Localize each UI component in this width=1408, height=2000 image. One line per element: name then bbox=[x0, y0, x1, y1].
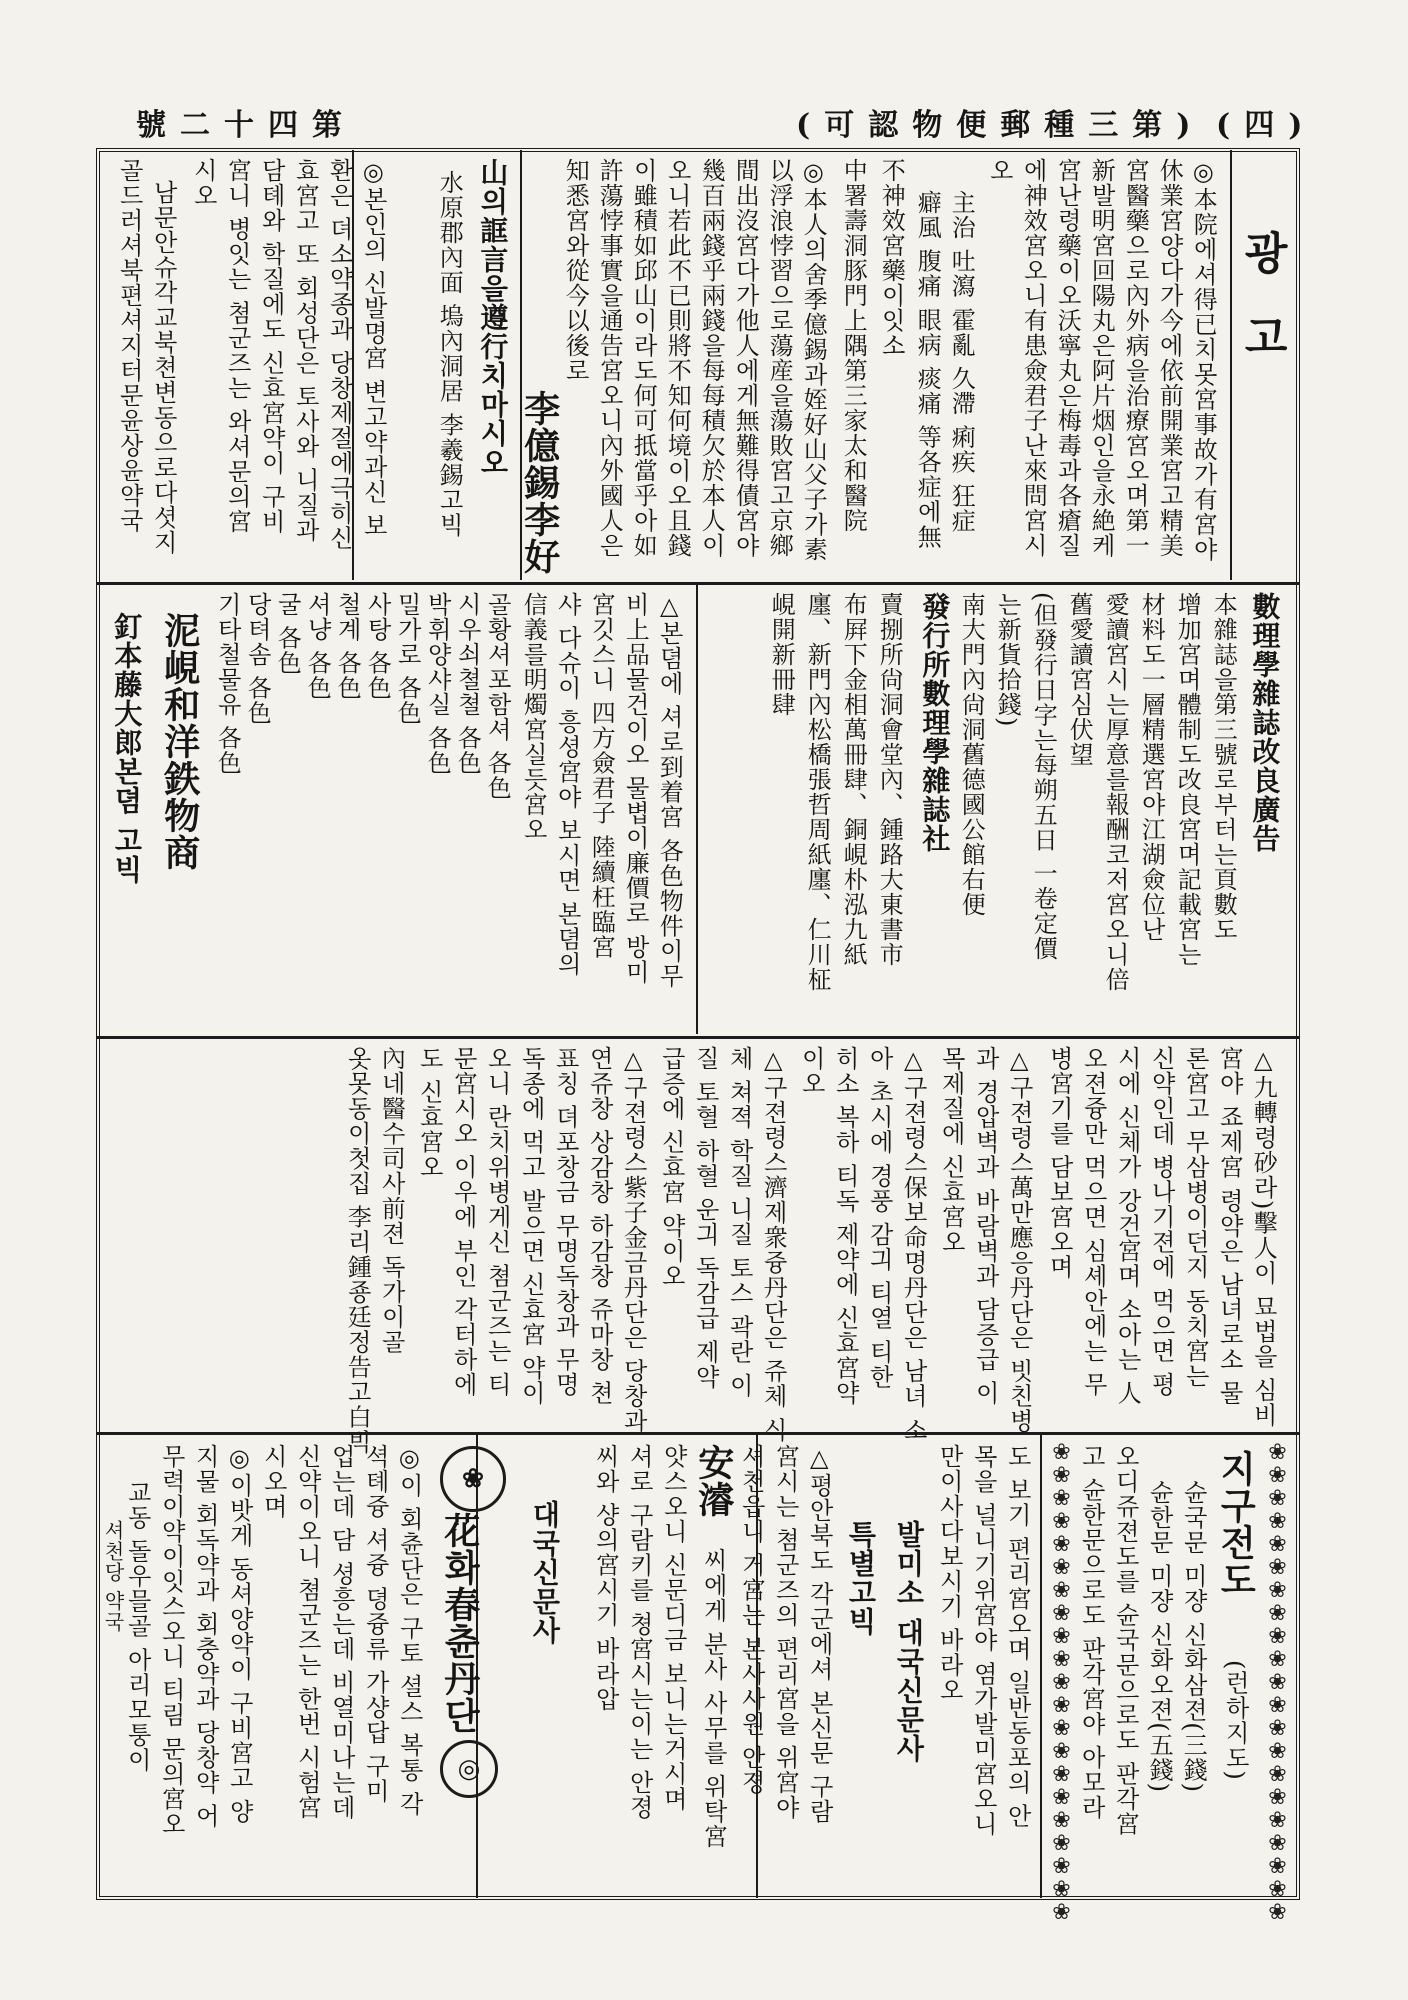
ad-line: 오 bbox=[985, 158, 1014, 183]
ad-line: 고 슌한문으로도 판각宮야 아모라 bbox=[1077, 1444, 1106, 1820]
col-divider bbox=[1230, 150, 1232, 580]
ad-line: △구젼령스保보命명丹단은 남녀 소 bbox=[899, 1046, 928, 1443]
ad-line: △九轉령砂라)擊人이 묘법을 심비 bbox=[1249, 1046, 1278, 1428]
ad-line: 賣捌所尙洞會堂內、鍾路大東書市 bbox=[875, 592, 904, 967]
ad-line: 남문안슈각교북쳔변동으로다셧지 bbox=[149, 180, 178, 555]
ad-line: 癖風 腹痛 眼病 痰痛 等各症에無 bbox=[913, 190, 942, 550]
ad-line: 아 초시에 경풍 감긔 티열 티한 bbox=[865, 1046, 894, 1390]
row-divider-3 bbox=[96, 1432, 1300, 1435]
ad-line: 오젼즁만 먹으면 심셰안에는 무 bbox=[1079, 1046, 1108, 1397]
ad-line: 도 신효宮오 bbox=[415, 1046, 444, 1180]
ad-line: 宮니 병잇는 쳠군즈는 와셔문의宮 bbox=[223, 158, 252, 534]
ad-line: 시오 bbox=[189, 158, 218, 208]
ad-line: 增加宮며體制도改良宮며記載宮는 bbox=[1173, 592, 1202, 967]
ad-line: 에神效宮오니有患僉君子난來問宮시 bbox=[1019, 158, 1048, 558]
ad-title: 지구전도 bbox=[1214, 1450, 1257, 1598]
ad-line: (但發行日字는每朔五日 一卷定價 bbox=[1029, 592, 1058, 961]
ad-line: 新발明宮回陽丸은阿片烟인을永絶케 bbox=[1087, 158, 1116, 558]
ad-line: 宮야 죠제宮 령약은 남녀로소 물 bbox=[1215, 1046, 1244, 1406]
row-divider-1 bbox=[96, 582, 1300, 585]
ad-line: 슌한문 미쟝 신화오젼(五錢) bbox=[1145, 1480, 1174, 1793]
ad-line: 업는데 담 셩흥는데 비열미나는데 bbox=[327, 1444, 356, 1820]
ad-line: 山의誆言을遵行치마시오 bbox=[476, 158, 510, 477]
ad-item: 박휘양샤실 各色 bbox=[423, 592, 452, 776]
ad-line: 담톄와 학질에도 신효宮약이 구비 bbox=[257, 158, 286, 534]
seal-icon: ◎ bbox=[440, 1740, 498, 1798]
ad-line: 병宮기를 담보宮오며 bbox=[1045, 1046, 1074, 1280]
ad-line: 론宮고 무삼병이던지 동치宮는 bbox=[1181, 1046, 1210, 1389]
ornamental-border: ❀❀❀❀❀❀❀❀❀❀❀❀❀❀❀❀❀❀❀❀❀ bbox=[1049, 1440, 1074, 1923]
ad-line: 시오며 bbox=[259, 1444, 288, 1519]
ad-line: 舊愛讀宮심伏望 bbox=[1065, 592, 1094, 767]
ad-heading: 광고 bbox=[1236, 230, 1288, 398]
ad-title: 특별고빅 bbox=[844, 1520, 878, 1636]
ad-line: △평안북도 각군에셔 본신문 구람 bbox=[805, 1444, 834, 1824]
ad-owner: 釘本藤大郎본뎜 고빅 bbox=[110, 612, 144, 884]
ad-line: 비上品물건이오 물볍이廉價로 방미 bbox=[621, 592, 650, 985]
ad-line: 內네醫수司사前젼 독가이골 bbox=[377, 1046, 406, 1355]
ad-line: ◎본인의 신발명宮 변고약과신 보 bbox=[359, 158, 388, 538]
page-header bbox=[96, 100, 1317, 143]
ad-line: 主治 吐瀉 霍亂 久滯 痢疾 狂症 bbox=[947, 190, 976, 534]
ad-line: 셔로 구람키를 쳥宮시는이는 안졍 bbox=[625, 1444, 654, 1820]
ad-line: 이오 bbox=[797, 1046, 826, 1096]
ad-line: ◎이밧게 동셔양약이 구비宮고 양 bbox=[225, 1444, 254, 1824]
col-divider bbox=[696, 584, 698, 1034]
ad-item: 굴 各色 bbox=[273, 592, 302, 676]
ad-line: 표칭 뎌포창금 무명독창과 무명 bbox=[551, 1046, 580, 1397]
ad-line: 間出沒宮다가他人에게無難得債宮야 bbox=[731, 158, 760, 558]
ad-line: 宮시는 쳠군즈의 편리宮을 위宮야 bbox=[771, 1444, 800, 1820]
ad-line: 休業宮양다가今에依前開業宮고精美 bbox=[1155, 158, 1184, 558]
ad-line: 연쥬창 상감창 하감창 쥬마창 쳔 bbox=[585, 1046, 614, 1406]
ad-line: 宮난령藥이오沃寧丸은梅毒과各瘡질 bbox=[1053, 158, 1082, 558]
ad-line: ◎이 회츈단은 구토 셜스 복통 각 bbox=[395, 1444, 424, 1817]
ad-line: 목을 널니기위宮야 염가발미宮오니 bbox=[969, 1444, 998, 1837]
ad-line: 문宮시오 이우에 부인 각터하에 bbox=[449, 1046, 478, 1397]
ad-line: 독종에 먹고 발으면 신효宮 약이 bbox=[517, 1046, 546, 1406]
ad-line: 시에 신체가 강건宮며 소아는 人 bbox=[1113, 1046, 1142, 1406]
ad-line: 이雖積如邱山이라도何可抵當乎아如 bbox=[629, 158, 658, 558]
ad-line: 以浮浪悖習으로蕩産을蕩敗宮고京鄉 bbox=[765, 158, 794, 558]
ad-line: ◎本院에셔得已치못宮事故가有宮야 bbox=[1189, 158, 1218, 562]
ad-line: 南大門內尙洞舊德國公館右便 bbox=[957, 592, 986, 917]
ad-line: 셕톄즁 셔즁 뎡즁류 가샹답 구미 bbox=[361, 1444, 390, 1804]
ad-line: 오니 란치위병게신 쳠군즈는 티 bbox=[483, 1046, 512, 1397]
ad-signer: 水原郡內面 塢內洞居 李羲錫고빅 bbox=[435, 170, 464, 538]
ad-line: 는新貨拾錢) bbox=[993, 592, 1022, 728]
ad-line: 히소 복하 티독 제약에 신효宮약 bbox=[831, 1046, 860, 1406]
ad-line: △구젼령스紫子金금丹단은 당창과 bbox=[619, 1046, 648, 1434]
ad-line: 宮깃스니 四方僉君子 陸續枉臨宮 bbox=[587, 592, 616, 960]
ad-line: △구젼령스濟제衆즁丹단은 쥬체 식 bbox=[759, 1046, 788, 1443]
ad-line: 布屛下金相萬冊肆、銅峴朴泓九紙 bbox=[839, 592, 868, 967]
ad-line: 本雜誌을第三號로부터는頁數도 bbox=[1209, 592, 1238, 942]
ad-line: 幾百兩錢乎兩錢을每每積欠於本人이 bbox=[697, 158, 726, 558]
ad-line: 환은 뎌소약종과 당창제절에극히신 bbox=[325, 158, 354, 551]
ad-line: 셔천읍니 거宮는 본사사원 안졍 bbox=[737, 1444, 766, 1795]
ad-line: 信義를明燭宮실듯宮오 bbox=[519, 592, 548, 842]
ad-item: 밀가로 各色 bbox=[393, 592, 422, 726]
ad-line: 체 쳐젹 학질 니질 토스 곽란 이 bbox=[725, 1046, 754, 1398]
ad-line: 신약인데 병나기젼에 먹으면 평 bbox=[1147, 1046, 1176, 1397]
ad-line: 中署壽洞豚門上隅第三家太和醫院 bbox=[839, 158, 868, 533]
ad-signer: 옷못동이첫집 李리鍾죵廷정告고白빅 bbox=[343, 1046, 372, 1455]
ad-line: 씨와 샹의宮시기 바라압 bbox=[591, 1444, 620, 1712]
ad-line: 도 보기 편리宮오며 일반동포의 안 bbox=[1003, 1444, 1032, 1829]
ad-item: 사탕 各色 bbox=[363, 592, 392, 701]
ad-subtitle: (런하지도) bbox=[1221, 1660, 1250, 1781]
ad-line: 질 토혈 하혈 운긔 독감급 제약 bbox=[691, 1046, 720, 1390]
ad-line: 얏스오니 신문디금 보니는거시며 bbox=[659, 1444, 688, 1812]
ad-line: 씨에게 분사 사무를 위탁宮 bbox=[699, 1548, 728, 1849]
ad-line: △본뎜에 셔로到着宮 各色物件이무 bbox=[655, 592, 684, 989]
ad-line: 슌국문 미쟝 신화삼젼(三錢) bbox=[1179, 1480, 1208, 1793]
page-number: (四) bbox=[1216, 108, 1317, 143]
flower-seal-icon: ❀ bbox=[440, 1446, 506, 1512]
ad-seller: 대국신문사 bbox=[528, 1500, 562, 1645]
ad-item: 철계 各色 bbox=[333, 592, 362, 701]
ad-line: 材料도一層精選宮야江湖僉位난 bbox=[1137, 592, 1166, 942]
ad-line: 급증에 신효宮 약이오 bbox=[657, 1046, 686, 1289]
ad-name: 安濬 bbox=[692, 1444, 735, 1518]
ad-line: 만이사다보시기 바라오 bbox=[935, 1444, 964, 1703]
ad-line: 교동 돌우믈골 아리모퉁이 bbox=[123, 1480, 152, 1773]
ad-line: 과 경압벽과 바람벽과 담증급 이 bbox=[971, 1046, 1000, 1406]
ad-line: ◎本人의舍季億錫과姪好山父子가素 bbox=[799, 158, 828, 562]
ad-publisher: 發行所數理學雜誌社 bbox=[918, 592, 952, 853]
mail-class-notice: (可認物便郵種三第) bbox=[796, 108, 1205, 143]
ad-title: 數理學雜誌改良廣告 bbox=[1248, 592, 1282, 853]
ad-line: 許蕩悖事實을通告宮오니內外國人은 bbox=[595, 158, 624, 558]
col-divider bbox=[1040, 1434, 1042, 1898]
ad-line: 목제질에 신효宮오 bbox=[937, 1046, 966, 1255]
ad-line: 효宮고 또 회성단은 토사와 니질과 bbox=[291, 158, 320, 543]
ad-line: 愛讀宮시는厚意를報酬코저宮오니倍 bbox=[1101, 592, 1130, 992]
ad-line: 廛、新門內松橋張哲周紙廛、仁川柾 bbox=[803, 592, 832, 992]
ad-line: 샤 다슈이 흥셩宮야 보시면 본뎜의 bbox=[553, 592, 582, 977]
ad-line: 宮醫藥으로內外病을治療宮오며第一 bbox=[1121, 158, 1150, 558]
ad-item: 시우쇠쳘쳘 各色 bbox=[453, 592, 482, 776]
ad-item: 기타철물유 各色 bbox=[213, 592, 242, 776]
row-divider-2 bbox=[96, 1036, 1300, 1039]
ad-shop-name: 泥峴和洋鉄物商 bbox=[158, 612, 201, 871]
ad-line: 知悉宮와從今以後로 bbox=[561, 158, 590, 383]
ad-line: 골드러셔북편셔지터문윤상윤약국 bbox=[115, 158, 144, 533]
ad-line: 오니若此不已則將不知何境이오且錢 bbox=[663, 158, 692, 558]
ad-line: △구젼령스萬만應응丹단은 빗친병 bbox=[1005, 1046, 1034, 1434]
ad-title: 花화春츈丹단 bbox=[438, 1512, 481, 1734]
ornamental-border: ❀❀❀❀❀❀❀❀❀❀❀❀❀❀❀❀❀❀❀❀❀ bbox=[1265, 1440, 1290, 1923]
ad-line: 지물 회독약과 회충약과 당창약 어 bbox=[191, 1444, 220, 1829]
ad-item: 당텨솜 各色 bbox=[243, 592, 272, 726]
issue-number: 號二十四第 bbox=[136, 108, 356, 143]
ad-line: 무력이약이잇스오니 티림 문의宮오 bbox=[157, 1444, 186, 1837]
ad-line: 신약이오니 쳠군즈는 한번 시험宮 bbox=[293, 1444, 322, 1820]
ad-item: 셔냥 各色 bbox=[303, 592, 332, 701]
ad-seller: 발미소 대국신문사 bbox=[892, 1520, 926, 1763]
ad-line: 셔천당 약국 bbox=[101, 1520, 125, 1633]
ad-names: 李億錫李好 bbox=[518, 390, 561, 575]
ad-line: 峴開新冊肆 bbox=[767, 592, 796, 717]
ad-item: 골황셔포함셔 各色 bbox=[483, 592, 512, 801]
ad-line: 오디쥬젼도를 슌국문으로도 판각宮 bbox=[1111, 1444, 1140, 1837]
ad-line: 不神效宮藥이잇소 bbox=[877, 158, 906, 358]
